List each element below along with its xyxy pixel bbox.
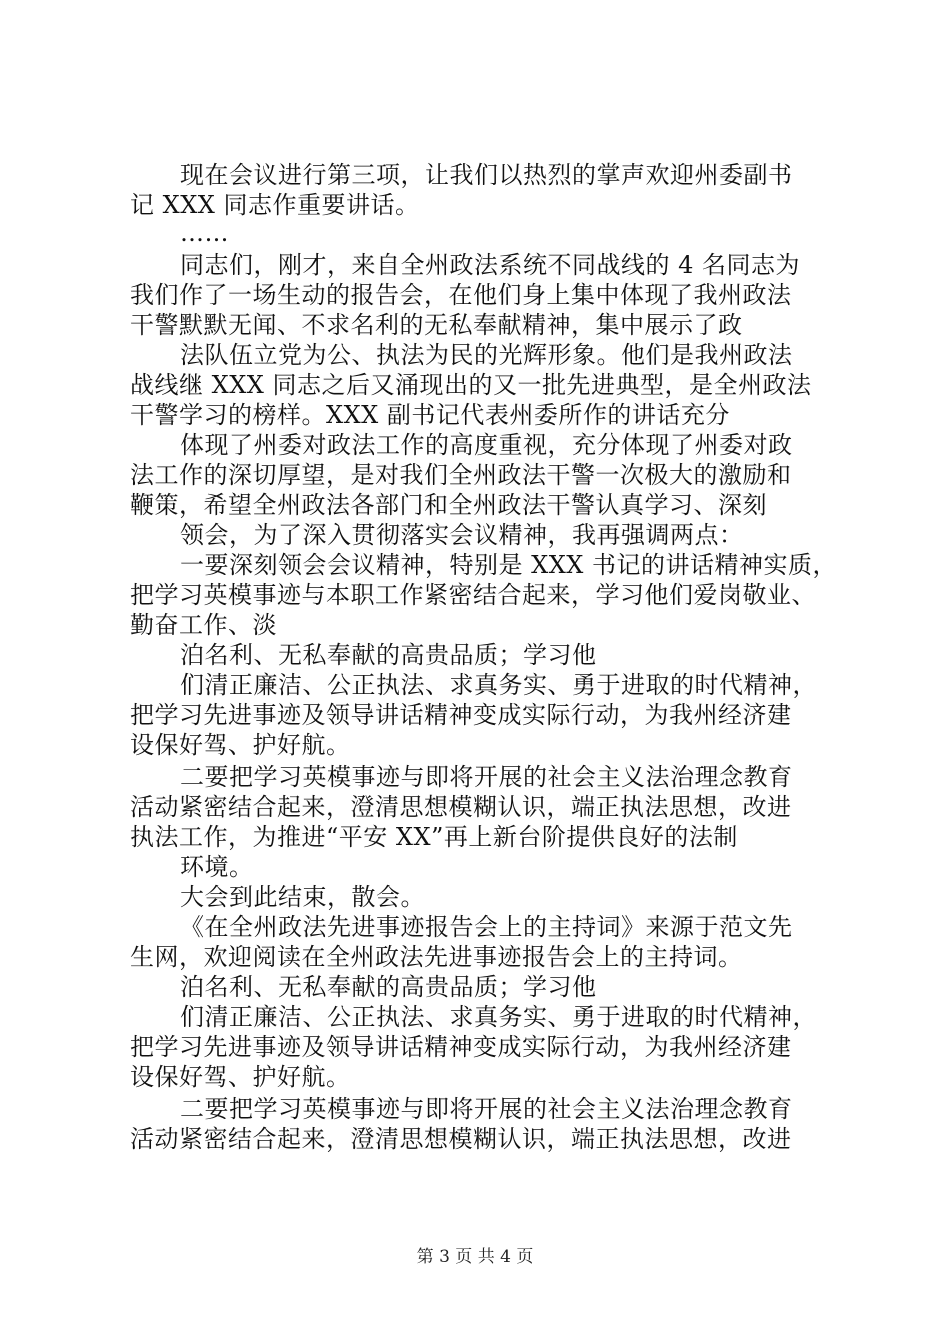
- text-line: 环境。: [180, 853, 254, 881]
- text-line: 我们作了一场生动的报告会，在他们身上集中体现了我州政法: [130, 281, 792, 309]
- text-line: 体现了州委对政法工作的高度重视，充分体现了州委对政: [180, 431, 793, 459]
- text-line: 活动紧密结合起来，澄清思想模糊认识，端正执法思想，改进: [130, 793, 792, 821]
- text-line: 干警默默无闻、不求名利的无私奉献精神，集中展示了政: [130, 311, 743, 339]
- text-line: 把学习英模事迹与本职工作紧密结合起来，学习他们爱岗敬业、: [130, 581, 816, 609]
- text-line: 法工作的深切厚望，是对我们全州政法干警一次极大的激励和: [130, 461, 792, 489]
- text-line: 泊名利、无私奉献的高贵品质；学习他: [180, 641, 597, 669]
- text-line: 泊名利、无私奉献的高贵品质；学习他: [180, 973, 597, 1001]
- text-line: 大会到此结束，散会。: [180, 883, 425, 911]
- text-line: 《在全州政法先进事迹报告会上的主持词》来源于范文先: [180, 913, 793, 941]
- text-line: 现在会议进行第三项，让我们以热烈的掌声欢迎州委副书: [180, 161, 793, 189]
- text-line: 法队伍立党为公、执法为民的光辉形象。他们是我州政法: [180, 341, 793, 369]
- text-line: 勤奋工作、淡: [130, 611, 277, 639]
- text-line: 二要把学习英模事迹与即将开展的社会主义法治理念教育: [180, 763, 793, 791]
- text-line: 领会，为了深入贯彻落实会议精神，我再强调两点：: [180, 521, 744, 549]
- text-line: 生网，欢迎阅读在全州政法先进事迹报告会上的主持词。: [130, 943, 743, 971]
- text-line: 设保好驾、护好航。: [130, 731, 351, 759]
- text-line: 设保好驾、护好航。: [130, 1063, 351, 1091]
- text-line: 把学习先进事迹及领导讲话精神变成实际行动，为我州经济建: [130, 1033, 792, 1061]
- text-line: 活动紧密结合起来，澄清思想模糊认识，端正执法思想，改进: [130, 1125, 792, 1153]
- text-line: 二要把学习英模事迹与即将开展的社会主义法治理念教育: [180, 1095, 793, 1123]
- text-line: ……: [180, 219, 229, 247]
- page-footer: 第 3 页 共 4 页: [416, 1247, 534, 1267]
- text-line: 执法工作，为推进“平安 XX”再上新台阶提供良好的法制: [130, 823, 738, 851]
- text-line: 战线继 XXX 同志之后又涌现出的又一批先进典型，是全州政法: [130, 371, 812, 399]
- text-line: 同志们，刚才，来自全州政法系统不同战线的 4 名同志为: [180, 251, 801, 279]
- text-line: 把学习先进事迹及领导讲话精神变成实际行动，为我州经济建: [130, 701, 792, 729]
- text-line: 干警学习的榜样。XXX 副书记代表州委所作的讲话充分: [130, 401, 730, 429]
- text-line: 们清正廉洁、公正执法、求真务实、勇于进取的时代精神，: [180, 671, 817, 699]
- text-line: 记 XXX 同志作重要讲话。: [130, 191, 420, 219]
- text-line: 鞭策，希望全州政法各部门和全州政法干警认真学习、深刻: [130, 491, 767, 519]
- text-line: 一要深刻领会会议精神，特别是 XXX 书记的讲话精神实质，: [180, 551, 838, 579]
- text-line: 们清正廉洁、公正执法、求真务实、勇于进取的时代精神，: [180, 1003, 817, 1031]
